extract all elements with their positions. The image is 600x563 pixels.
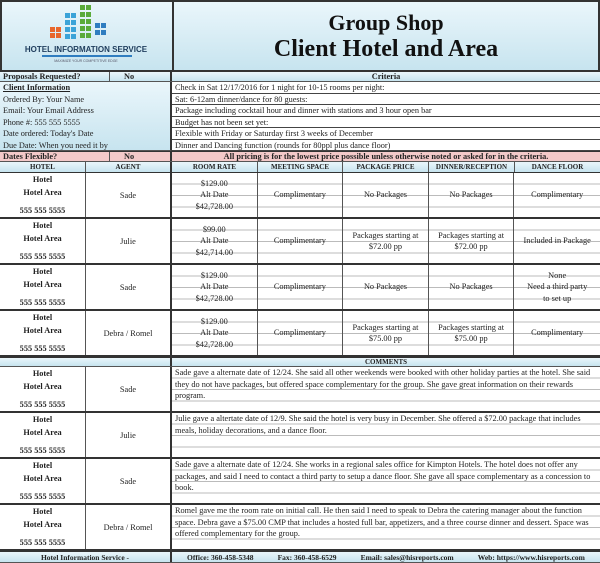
hotel-info: [0, 413, 86, 457]
package-cell: [343, 219, 429, 263]
client-info-line: Ordered By: Your Name: [3, 94, 85, 104]
hotel-phone: 555 555 5555: [19, 537, 66, 547]
column-headers: [0, 162, 600, 173]
hotel-area: Hotel Area: [23, 427, 62, 437]
criteria-item: Flexible with Friday or Saturday first 3 weeks of December: [172, 128, 600, 140]
title-line-1: Group Shop: [328, 10, 444, 35]
comments-header: COMMENTS: [365, 358, 407, 366]
dance-text: Need a third party: [527, 282, 588, 292]
criteria-item: Check in Sat 12/17/2016 for 1 night for 10-15 rooms per night:: [172, 82, 600, 94]
dinner-text: No Packages: [449, 190, 493, 200]
dinner-text: $75.00 pp: [454, 334, 488, 343]
footer-email[interactable]: Email: sales@hisreports.com: [360, 552, 454, 562]
room-rate-total: $42,728.00: [195, 201, 233, 211]
hotel-area: Hotel Area: [23, 325, 62, 335]
criteria-item: Budget has not been set yet:: [172, 117, 600, 129]
hotel-area: Hotel Area: [23, 233, 62, 243]
logo-text: HOTEL INFORMATION SERVICE: [24, 45, 148, 54]
hotel-phone: 555 555 5555: [19, 343, 66, 353]
hotel-area: Hotel Area: [23, 279, 62, 289]
room-rate-cell: [172, 265, 258, 309]
logo-tagline: MAXIMIZE YOUR COMPETITIVE EDGE: [54, 59, 118, 63]
dates-flexible-value: No: [110, 152, 172, 161]
agent-name: Julie: [86, 413, 172, 457]
comment-row: [0, 459, 600, 505]
hotel-info: [0, 311, 86, 355]
meeting-space-cell: Complimentary: [258, 219, 344, 263]
meeting-space-cell: Complimentary: [258, 265, 344, 309]
dance-cell: [514, 173, 600, 217]
comment-row: [0, 413, 600, 459]
hotel-info: [0, 219, 86, 263]
hotel-area: Hotel Area: [23, 381, 62, 391]
page-title: [174, 2, 598, 70]
package-text: $72.00 pp: [368, 242, 403, 251]
package-cell: [343, 173, 429, 217]
hotel-info: [0, 459, 86, 503]
dinner-text: No Packages: [449, 282, 493, 292]
hotel-name: Hotel: [32, 175, 53, 184]
hotel-row: [0, 311, 600, 357]
hotel-name: Hotel: [32, 267, 53, 276]
dates-flexible-row: [0, 151, 600, 162]
column-header-package-price: PACKAGE PRICE: [343, 162, 429, 172]
comment-text: Romel gave me the room rate on initial call. He then said I need to speak to Debra the catering manager about the function space. Debra gave a $75.00 CMP that includes a hosted full bar, appetizers, and a three course dinner and dessert. Space was offered complementary for the group.: [172, 505, 600, 549]
agent-name: Debra / Romel: [86, 505, 172, 549]
hotel-phone: 555 555 5555: [19, 491, 66, 501]
hotel-phone: 555 555 5555: [19, 251, 66, 261]
hotel-phone: 555 555 5555: [19, 399, 66, 409]
dance-text: Complimentary: [531, 328, 584, 338]
dance-text: None: [548, 270, 567, 280]
hotel-name: Hotel: [32, 461, 53, 470]
hotel-info: [0, 173, 86, 217]
column-header-agent: AGENT: [86, 162, 172, 172]
hotel-name: Hotel: [32, 415, 53, 424]
room-rate-alt: Alt Date: [200, 190, 229, 200]
hotel-row: [0, 265, 600, 311]
title-line-2: Client Hotel and Area: [273, 36, 499, 62]
room-rate-cell: [172, 173, 258, 217]
footer-fax: Fax: 360-458-6529: [277, 552, 337, 562]
column-header-room-rate: ROOM RATE: [172, 162, 258, 172]
dinner-cell: [429, 265, 515, 309]
meeting-space-cell: Complimentary: [258, 173, 344, 217]
package-text: Packages starting at: [352, 230, 419, 240]
agent-name: Julie: [86, 219, 172, 263]
criteria-header: Criteria: [371, 72, 401, 81]
comment-text: Sade gave a alternate date of 12/24. She said all other weekends were booked with other holiday parties at the hotel. She said they do not have packages, but offered space complementary for the group. She gave great information on their rewards program.: [172, 367, 600, 411]
comment-row: [0, 505, 600, 551]
dance-cell: [514, 219, 600, 263]
room-rate-total: $42,714.00: [195, 247, 233, 257]
room-rate-cell: [172, 311, 258, 355]
dinner-cell: [429, 219, 515, 263]
comment-row: [0, 367, 600, 413]
hotel-name: Hotel: [32, 313, 53, 322]
room-rate-alt: Alt Date: [200, 282, 229, 292]
proposals-label: Proposals Requested?: [0, 72, 110, 81]
column-header-dinner-reception: DINNER/RECEPTION: [429, 162, 515, 172]
room-rate-rate: $129.00: [200, 178, 228, 188]
package-text: Packages starting at: [352, 322, 419, 332]
criteria-item: Package including cocktail hour and dinner with stations and 3 hour open bar: [172, 105, 600, 117]
hotel-phone: 555 555 5555: [19, 205, 66, 215]
package-text: No Packages: [363, 282, 408, 292]
column-header-dance-floor: DANCE FLOOR: [531, 163, 584, 171]
agent-name: Sade: [86, 173, 172, 217]
room-rate-total: $42,728.00: [195, 293, 233, 303]
hotel-phone: 555 555 5555: [19, 297, 66, 307]
comments-header-row: [0, 357, 600, 367]
footer: [0, 551, 600, 563]
criteria-item: Sat: 6-12am dinner/dance for 80 guests:: [172, 94, 600, 106]
meeting-space-cell: Complimentary: [258, 311, 344, 355]
dinner-cell: [429, 173, 515, 217]
criteria-list: [172, 82, 600, 151]
column-header-meeting-space: MEETING SPACE: [258, 162, 343, 172]
room-rate-alt: Alt Date: [200, 328, 229, 338]
logo: [2, 2, 174, 70]
header: [0, 0, 600, 72]
dinner-cell: [429, 311, 515, 355]
room-rate-total: $42,728.00: [195, 339, 233, 349]
hotel-row: [0, 173, 600, 219]
hotel-name: Hotel: [32, 369, 53, 378]
proposals-row: [0, 72, 600, 82]
package-cell: [343, 265, 429, 309]
package-text: $75.00 pp: [368, 334, 403, 343]
hotel-info: [0, 505, 86, 549]
dance-text: Included in Package: [523, 236, 591, 246]
hotel-info: [0, 367, 86, 411]
package-text: No Packages: [363, 190, 408, 200]
hotel-area: Hotel Area: [23, 187, 62, 197]
dance-text: Complimentary: [531, 190, 584, 200]
logo-buildings-icon: [40, 5, 140, 47]
room-rate-alt: Alt Date: [200, 236, 229, 246]
dance-cell: [514, 311, 600, 355]
footer-website[interactable]: Web: https://www.hisreports.com: [477, 552, 585, 562]
pricing-note: All pricing is for the lowest price possible unless otherwise noted or asked for in the criteria.: [223, 152, 549, 161]
room-rate-cell: [172, 219, 258, 263]
client-info-line: Phone #: 555 555 5555: [3, 117, 80, 127]
dates-flexible-label: Dates Flexible?: [0, 152, 110, 161]
hotel-name: Hotel: [32, 221, 53, 230]
hotel-area: Hotel Area: [23, 519, 62, 529]
agent-name: Sade: [86, 265, 172, 309]
hotel-info: [0, 265, 86, 309]
footer-office-phone: Office: 360-458-5348: [187, 552, 254, 562]
room-rate-rate: $129.00: [200, 270, 228, 280]
hotel-area: Hotel Area: [23, 473, 62, 483]
column-header-hotel: HOTEL: [0, 162, 86, 172]
dinner-text: $72.00 pp: [454, 242, 488, 251]
client-info-heading: Client Information: [3, 83, 71, 92]
dance-cell: [514, 265, 600, 309]
dinner-text: Packages starting at: [438, 322, 505, 332]
package-cell: [343, 311, 429, 355]
comment-text: Sade gave a alternate date of 12/24. She works in a regional sales office for Kimpton Hotels. The hotel does not offer any packages, and said I need to contact a third party to setup a dance floor. She gave all space complementary as a concession to book.: [172, 459, 600, 503]
proposals-value: No: [110, 72, 172, 81]
criteria-item: Dinner and Dancing function (rounds for 80ppl plus dance floor): [172, 140, 600, 152]
agent-name: Debra / Romel: [86, 311, 172, 355]
hotel-row: [0, 219, 600, 265]
agent-name: Sade: [86, 367, 172, 411]
hotel-phone: 555 555 5555: [19, 445, 66, 455]
dance-text: to set up: [543, 293, 572, 303]
agent-name: Sade: [86, 459, 172, 503]
footer-company: Hotel Information Service -: [0, 552, 172, 562]
room-rate-rate: $129.00: [200, 316, 228, 326]
client-info-line: Date ordered: Today's Date: [3, 129, 94, 138]
dinner-text: Packages starting at: [438, 230, 505, 240]
comment-text: Julie gave a altertate date of 12/9. She said the hotel is very busy in December. She offered a $72.00 package that includes meals, holiday decorations, and a dance floor.: [172, 413, 600, 457]
room-rate-rate: $99.00: [202, 224, 226, 234]
client-info-line: Email: Your Email Address: [3, 106, 94, 115]
client-info: [0, 82, 172, 151]
client-info-line: Due Date: When you need it by: [3, 140, 108, 150]
hotel-name: Hotel: [32, 507, 53, 516]
